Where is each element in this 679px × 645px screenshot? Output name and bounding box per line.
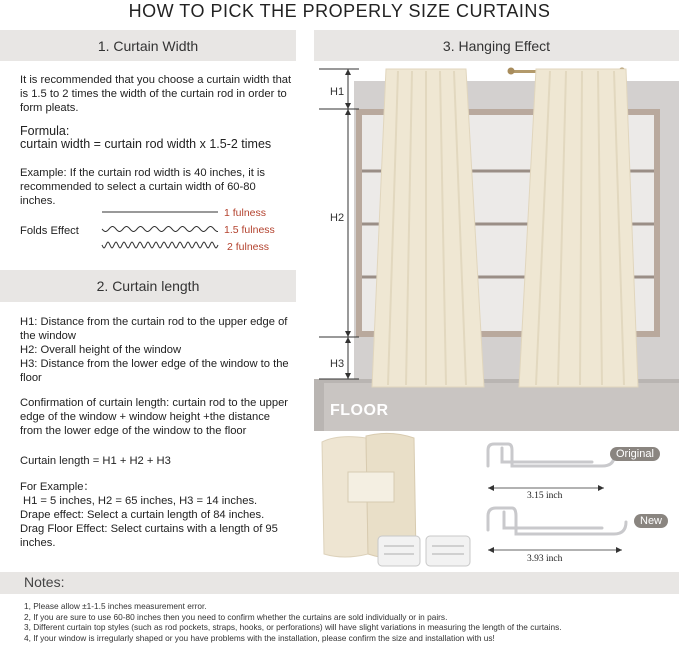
drape-effect: Drape effect: Select a curtain length of 84 inches. [20, 509, 265, 521]
curtain-package-photo [318, 432, 480, 570]
hanging-effect-heading: 3. Hanging Effect [314, 30, 679, 61]
notes-list [24, 601, 562, 643]
width-intro: It is recommended that you choose a curtain width that is 1.5 to 2 times the width of the curtain rod in order to form pleats. [20, 74, 292, 114]
note-item: 4, If your window is irregularly shaped or you have problems with the installation, please confirm the size and installation with us! [24, 632, 495, 643]
length-confirmation: Confirmation of curtain length: curtain rod to the upper edge of the window + window height +the distance from the lower edge of the window to the floor [20, 397, 289, 437]
example-label: For Example： [20, 481, 95, 493]
width-formula: curtain width = curtain rod width x 1.5-2 times [20, 137, 272, 151]
original-hook-size: 3.15 inch [527, 491, 563, 501]
notes-band [0, 572, 679, 594]
note-item: 3, Different curtain top styles (such as rod pockets, straps, hooks, or perforations) will have slight variations in measuring the length of the curtains. [24, 622, 562, 632]
h3-label: H3 [330, 358, 345, 370]
fold-2-label: 2 fulness [227, 241, 270, 253]
length-definitions [20, 315, 292, 385]
fold-1-5-label: 1.5 fulness [224, 224, 275, 236]
new-hook-tag: New [634, 514, 668, 528]
note-item: 2, If you are sure to use 60-80 inches then you need to confirm whether the curtains are sold individually or in pairs. [24, 611, 448, 622]
original-hook-tag: Original [610, 447, 660, 461]
new-hook-size: 3.93 inch [527, 554, 563, 564]
folds-illustration [100, 205, 225, 253]
h2-definition: H2: Overall height of the window [20, 344, 182, 356]
notes-heading: Notes: [24, 574, 65, 590]
example-values: H1 = 5 inches, H2 = 65 inches, H3 = 14 inches. [23, 495, 258, 507]
floor-label: FLOOR [330, 402, 389, 419]
h1-definition: H1: Distance from the curtain rod to the upper edge of the window [20, 316, 288, 342]
h3-definition: H3: Distance from the lower edge of the window to the floor [20, 358, 289, 384]
note-item: 1, Please allow ±1-1.5 inches measurement error. [24, 601, 207, 611]
curtain-width-heading: 1. Curtain Width [0, 30, 296, 61]
formula-label: Formula: [20, 124, 70, 138]
h1-label: H1 [330, 86, 345, 98]
fold-1-label: 1 fulness [224, 207, 267, 219]
folds-effect-label: Folds Effect [20, 225, 79, 237]
width-example: Example: If the curtain rod width is 40 inches, it is recommended to select a curtain width of 60-80 inches. [20, 167, 265, 207]
page-title: HOW TO PICK THE PROPERLY SIZE CURTAINS [128, 1, 551, 21]
length-example [20, 480, 292, 550]
hanging-illustration [314, 61, 679, 431]
length-formula: Curtain length = H1 + H2 + H3 [20, 455, 171, 467]
h2-label: H2 [330, 212, 345, 224]
curtain-length-heading: 2. Curtain length [0, 270, 296, 302]
drag-floor-effect: Drag Floor Effect: Select curtains with a length of 95 inches. [20, 523, 278, 549]
